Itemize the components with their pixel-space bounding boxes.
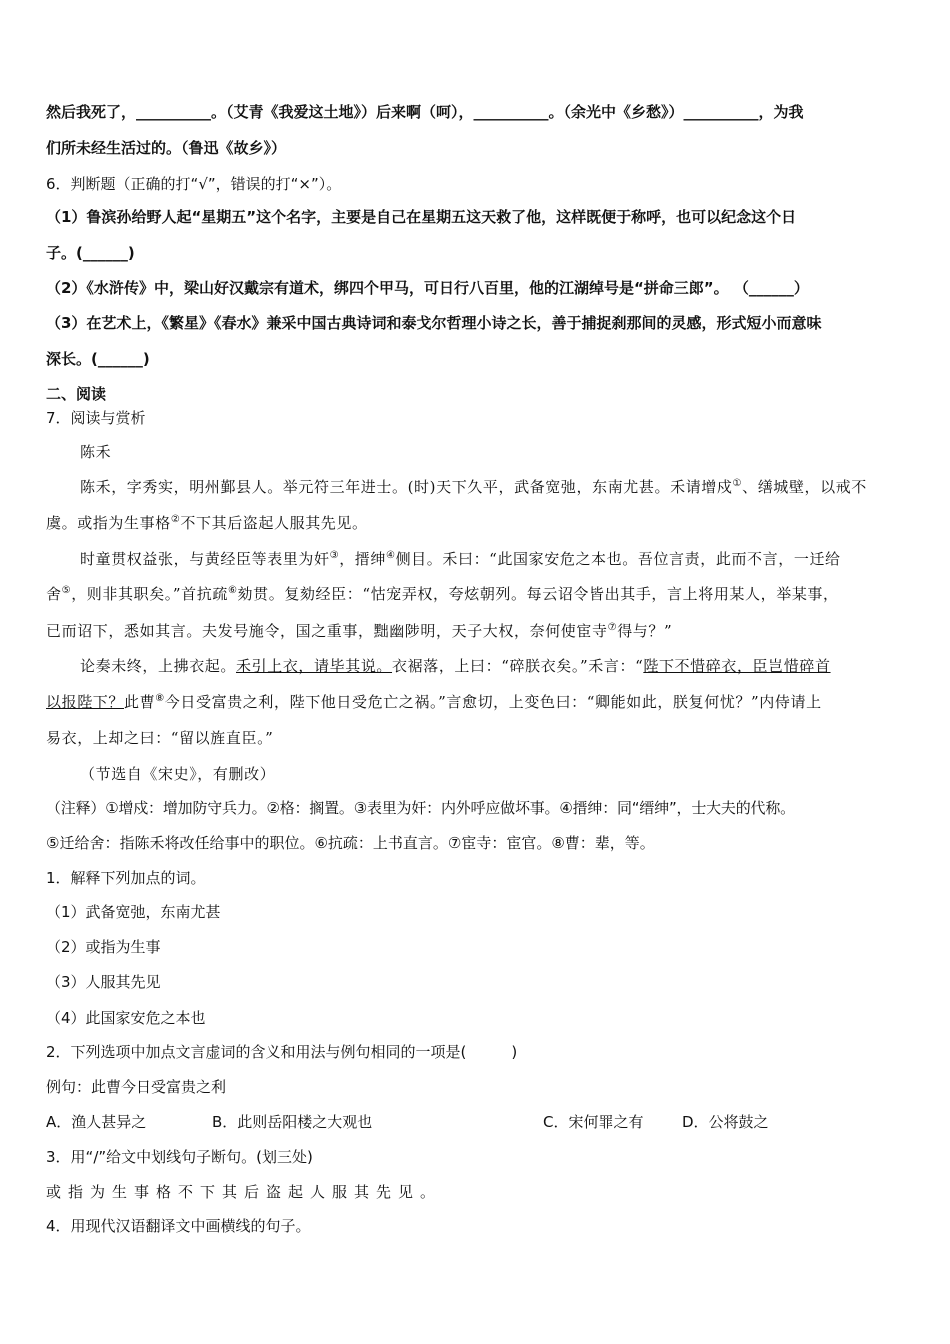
q1-item-4: （4）此国家安危之本也 [46, 1009, 206, 1027]
note-mark: ⑥ [227, 585, 238, 596]
underlined-sentence-1: 禾引上衣，请毕其说。 [236, 657, 393, 675]
q2-example: 例句：此曹今日受富贵之利 [46, 1078, 227, 1096]
note-mark: ④ [386, 550, 396, 561]
notes-line-2: ⑤迁给舍：指陈禾将改任给事中的职位。⑥抗疏：上书直言。⑦宦寺：宦官。⑧曹：辈，等。 [46, 834, 655, 852]
passage-source: （节选自《宋史》，有删改） [80, 765, 276, 783]
note-mark: ⑤ [61, 585, 72, 596]
fill-blank-line-2: 们所未经生活过的。（鲁迅《故乡》） [46, 139, 287, 157]
q3-sentence: 或指为生事格不下其后盗起人服其先见。 [46, 1183, 443, 1201]
q4-title: 4．用现代汉语翻译文中画横线的句子。 [46, 1217, 311, 1235]
passage-title: 陈禾 [80, 443, 112, 461]
q2-title: 2．下列选项中加点文言虚词的含义和用法与例句相同的一项是( ) [46, 1043, 518, 1061]
note-mark: ② [170, 514, 181, 525]
passage-p3-line1: 论奏未终，上拂衣起。禾引上衣，请毕其说。衣裾落，上曰：“碎朕衣矣。”禾言：“陛下不惜碎衣，臣岂惜碎首 [80, 657, 831, 675]
note-mark: ① [732, 478, 743, 489]
q6-item3-line2: 深长。(______) [46, 350, 150, 368]
notes-line-1: （注释）①增戍：增加防守兵力。②格：搁置。③表里为奸：内外呼应做坏事。④搢绅：同“缙绅”，士大夫的代称。 [46, 799, 795, 817]
option-b[interactable]: B．此则岳阳楼之大观也 [212, 1113, 373, 1131]
passage-p1-line1: 陈禾，字秀实，明州鄞县人。举元符三年进士。(时)天下久平，武备宽弛，东南尤甚。禾请增戍①、缮城壁，以戒不 [80, 478, 867, 496]
q6-title: 6．判断题（正确的打“√”，错误的打“×”）。 [46, 175, 342, 193]
option-c[interactable]: C．宋何罪之有 [543, 1113, 644, 1131]
q1-item-3: （3）人服其先见 [46, 973, 161, 991]
option-d[interactable]: D．公将鼓之 [682, 1113, 769, 1131]
passage-p3-line3: 易衣，上却之曰：“留以旌直臣。” [46, 729, 274, 747]
note-mark: ⑦ [607, 622, 618, 633]
fill-blank-line-1: 然后我死了，__________。（艾青《我爱这土地》）后来啊（呵），__________。（余光中《乡愁》）__________，为我 [46, 103, 804, 121]
q6-item2: （2）《水浒传》中，梁山好汉戴宗有道术，绑四个甲马，可日行八百里，他的江湖绰号是“拼命三郎”。 （______） [46, 279, 809, 297]
passage-p2-line1: 时童贯权益张，与黄经臣等表里为奸③，搢绅④侧目。禾曰：“此国家安危之本也。吾位言责，此而不言，一迁给 [80, 550, 841, 568]
underlined-sentence-2: 陛下不惜碎衣，臣岂惜碎首 [643, 657, 831, 675]
q1-title: 1．解释下列加点的词。 [46, 869, 206, 887]
section-heading: 二、阅读 [46, 385, 107, 403]
q6-item3-line1: （3）在艺术上，《繁星》《春水》兼采中国古典诗词和泰戈尔哲理小诗之长，善于捕捉刹那间的灵感，形式短小而意味 [46, 314, 822, 332]
note-mark: ⑧ [155, 693, 165, 704]
underlined-sentence-2b: 以报陛下？ [46, 693, 125, 711]
q3-title: 3．用“/”给文中划线句子断句。(划三处) [46, 1148, 313, 1166]
passage-p3-line2: 以报陛下？此曹⑧今日受富贵之利，陛下他日受危亡之祸。”言愈切，上变色曰：“卿能如此，朕复何忧？”内侍请上 [46, 693, 822, 711]
q6-item1-line2: 子。(______) [46, 244, 135, 262]
q6-item1-line1: （1）鲁滨孙给野人起“星期五”这个名字，主要是自己在星期五这天救了他，这样既便于称呼，也可以纪念这个日 [46, 208, 797, 226]
option-a[interactable]: A．渔人甚异之 [46, 1113, 147, 1131]
passage-p2-line3: 已而诏下，悉如其言。夫发号施令，国之重事，黜幽陟明，天子大权，奈何使宦寺⑦得与？” [46, 622, 673, 640]
q7-title: 7．阅读与赏析 [46, 409, 146, 427]
q1-item-1: （1）武备宽弛，东南尤甚 [46, 903, 221, 921]
passage-p2-line2: 舍⑤，则非其职矣。”首抗疏⑥劾贯。复劾经臣：“怙宠弄权，夸炫朝列。每云诏令皆出其手，言上将用某人，举某事， [46, 585, 839, 603]
q1-item-2: （2）或指为生事 [46, 938, 161, 956]
passage-p1-line2: 虞。或指为生事格②不下其后盗起人服其先见。 [46, 514, 368, 532]
note-mark: ③ [329, 550, 340, 561]
